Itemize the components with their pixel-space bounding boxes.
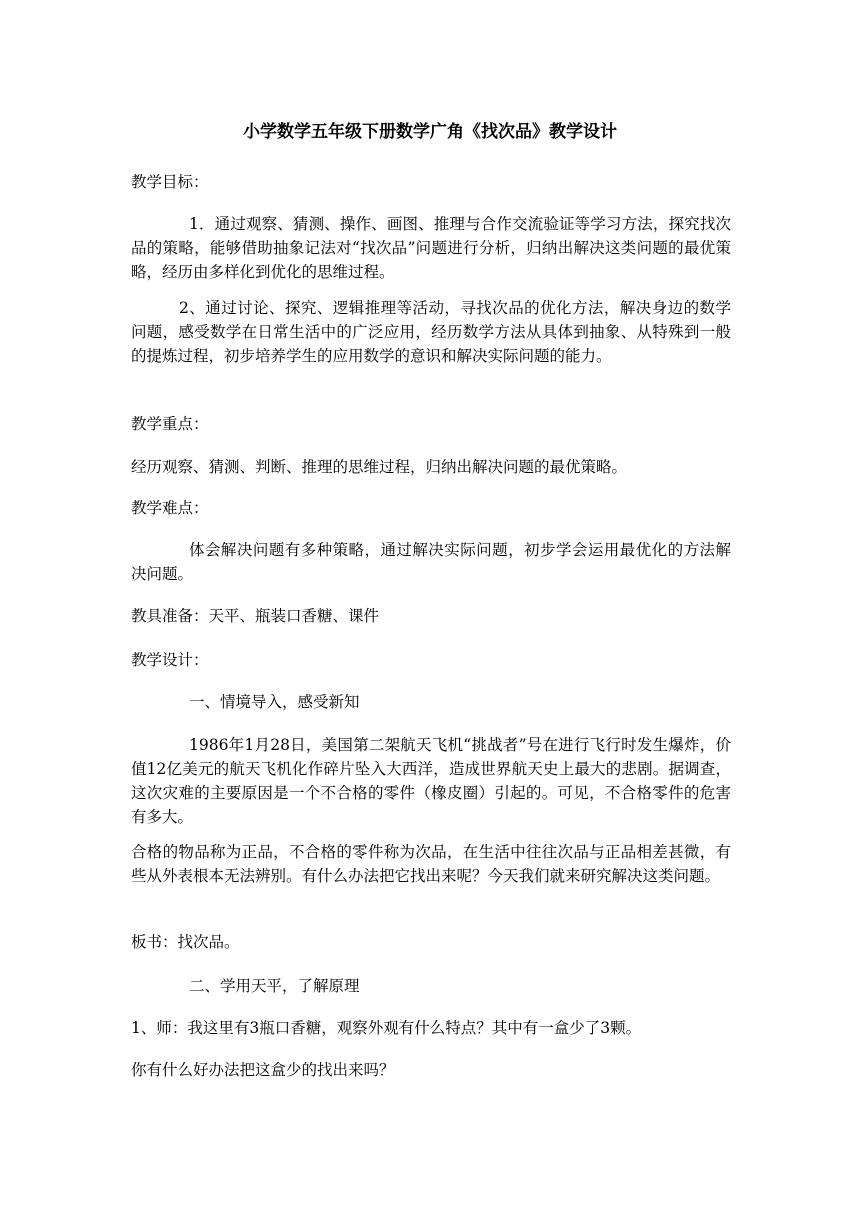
goal-2-paragraph: 2、通过讨论、探究、逻辑推理等活动，寻找次品的优化方法，解决身边的数学问题，感受数学在日常生活中的广泛应用，经历数学方法从具体到抽象、从特殊到一般的提炼过程，初步培养学生的应用数学的意识和解决实际问题的能力。 [131,299,731,365]
question-2: 你有什么好办法把这盒少的找出来吗？ [131,1061,395,1079]
goals-label: 教学目标： [131,173,209,191]
document-title: 小学数学五年级下册数学广角《找次品》教学设计 [243,122,617,142]
key-points-text: 经历观察、猜测、判断、推理的思维过程，归纳出解决问题的最优策略。 [131,458,628,476]
difficulty-label: 教学难点： [131,499,209,517]
question-1: 1、师：我这里有3瓶口香糖，观察外观有什么特点？其中有一盒少了3颗。 [131,1019,642,1037]
part-1-heading: 一、情境导入，感受新知 [189,693,360,711]
tools-line: 教具准备：天平、瓶装口香糖、课件 [131,607,380,625]
board-note: 板书：找次品。 [131,933,240,951]
difficulty-text: 体会解决问题有多种策略，通过解决实际问题，初步学会运用最优化的方法解决问题。 [131,541,731,583]
part-1-text: 合格的物品称为正品，不合格的零件称为次品，在生活中往往次品与正品相差甚微，有些从外表根本无法辨别。有什么办法把它找出来呢？今天我们就来研究解决这类问题。 [131,843,731,885]
goal-1-paragraph: 1．通过观察、猜测、操作、画图、推理与合作交流验证等学习方法，探究找次品的策略，能够借助抽象记法对“找次品”问题进行分析，归纳出解决这类问题的最优策略，经历由多样化到优化的思维过程。 [131,215,731,281]
part-1-story: 1986年1月28日，美国第二架航天飞机“挑战者”号在进行飞行时发生爆炸，价值12亿美元的航天飞机化作碎片坠入大西洋，造成世界航天史上最大的悲剧。据调查，这次灾难的主要原因是一个不合格的零件（橡皮圈）引起的。可见，不合格零件的危害有多大。 [131,736,731,826]
design-label: 教学设计： [131,651,209,669]
part-2-heading: 二、学用天平，了解原理 [189,977,360,995]
key-points-label: 教学重点： [131,415,209,433]
